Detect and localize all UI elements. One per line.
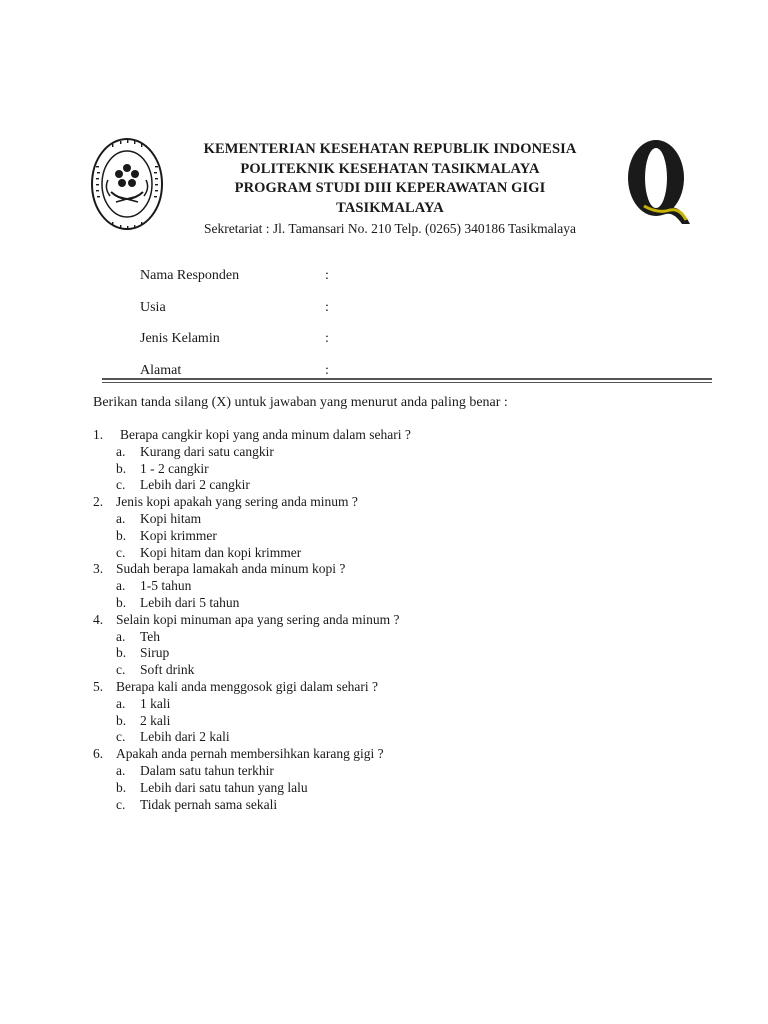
option-letter: a. (116, 762, 126, 778)
option-letter: b. (116, 712, 127, 728)
question-number: 4. (93, 611, 104, 627)
question-number: 5. (93, 678, 104, 694)
answer-option[interactable] (93, 545, 693, 562)
option-letter: a. (116, 510, 126, 526)
answer-option[interactable] (93, 461, 693, 478)
field-label: Usia (140, 299, 166, 315)
field-usia[interactable] (140, 300, 540, 332)
question-text: Selain kopi minuman apa yang sering anda minum ? (116, 611, 400, 627)
answer-option[interactable] (93, 763, 693, 780)
question-list (93, 427, 693, 813)
option-text: Kopi krimmer (140, 527, 217, 543)
field-colon: : (325, 299, 329, 315)
field-label: Alamat (140, 362, 182, 378)
option-letter: c. (116, 662, 126, 678)
option-text: Tidak pernah sama sekali (140, 796, 278, 812)
option-letter: c. (116, 477, 126, 493)
question-number: 2. (93, 494, 104, 510)
institution-name: POLITEKNIK KESEHATAN TASIKMALAYA (240, 160, 540, 177)
option-letter: b. (116, 645, 127, 661)
option-letter: b. (116, 460, 127, 476)
field-colon: : (325, 331, 329, 346)
option-letter: c. (116, 544, 126, 560)
question-item (93, 746, 693, 763)
divider-thin (102, 382, 712, 383)
field-colon: : (325, 362, 329, 378)
answer-option[interactable] (93, 780, 693, 797)
option-letter: b. (116, 527, 127, 543)
option-text: Teh (140, 628, 161, 644)
question-item (93, 427, 693, 444)
option-text: Lebih dari 5 tahun (140, 594, 240, 610)
answer-option[interactable] (93, 696, 693, 713)
option-text: 1 - 2 cangkir (140, 460, 209, 476)
question-text: Sudah berapa lamakah anda minum kopi ? (116, 561, 346, 577)
option-text: Dalam satu tahun terkhir (140, 762, 274, 778)
question-text: Berapa cangkir kopi yang anda minum dalam sehari ? (120, 427, 411, 442)
question-text: Apakah anda pernah membersihkan karang gigi ? (116, 746, 384, 762)
field-jenis-kelamin[interactable] (140, 331, 540, 363)
answer-option[interactable] (93, 578, 693, 595)
option-letter: a. (116, 443, 126, 459)
option-letter: c. (116, 729, 126, 745)
question-item (93, 612, 693, 629)
option-text: Soft drink (140, 662, 195, 678)
option-text: 1 kali (140, 695, 171, 711)
program-name: PROGRAM STUDI DIII KEPERAWATAN GIGI (234, 180, 546, 196)
option-text: 2 kali (140, 712, 171, 728)
answer-option[interactable] (93, 477, 693, 494)
option-text: Sirup (140, 645, 170, 661)
instruction-text: Berikan tanda silang (X) untuk jawaban yang menurut anda paling benar : (93, 395, 508, 410)
ministry-seal-logo (90, 136, 164, 232)
field-label: Jenis Kelamin (140, 331, 220, 346)
respondent-fields (140, 268, 540, 394)
answer-option[interactable] (93, 729, 693, 746)
question-number: 1. (93, 427, 104, 442)
question-text: Jenis kopi apakah yang sering anda minum ? (116, 494, 358, 510)
question-item (93, 494, 693, 511)
answer-option[interactable] (93, 645, 693, 662)
field-nama-responden[interactable] (140, 268, 540, 300)
field-label: Nama Responden (140, 268, 240, 283)
option-text: Lebih dari satu tahun yang lalu (140, 779, 308, 795)
option-text: Lebih dari 2 kali (140, 729, 230, 745)
field-colon: : (325, 268, 329, 283)
question-number: 3. (93, 561, 104, 577)
option-letter: a. (116, 628, 126, 644)
q-logo (622, 134, 694, 230)
answer-option[interactable] (93, 797, 693, 814)
question-text: Berapa kali anda menggosok gigi dalam sehari ? (116, 678, 379, 694)
ministry-name: KEMENTERIAN KESEHATAN REPUBLIK INDONESIA (203, 141, 577, 157)
question-item (93, 561, 693, 578)
option-text: Kopi hitam (140, 510, 202, 526)
answer-option[interactable] (93, 595, 693, 612)
option-text: Kurang dari satu cangkir (140, 443, 274, 459)
option-letter: b. (116, 594, 127, 610)
answer-option[interactable] (93, 713, 693, 730)
option-text: Lebih dari 2 cangkir (140, 477, 250, 493)
answer-option[interactable] (93, 511, 693, 528)
option-text: 1-5 tahun (140, 578, 192, 594)
letterhead (160, 140, 620, 239)
answer-option[interactable] (93, 662, 693, 679)
option-letter: a. (116, 578, 126, 594)
option-letter: c. (116, 796, 126, 812)
question-number: 6. (93, 746, 104, 762)
answer-option[interactable] (93, 629, 693, 646)
option-text: Kopi hitam dan kopi krimmer (140, 544, 302, 560)
option-letter: b. (116, 779, 127, 795)
answer-option[interactable] (93, 444, 693, 461)
answer-option[interactable] (93, 528, 693, 545)
option-letter: a. (116, 695, 126, 711)
secretariat-address: Sekretariat : Jl. Tamansari No. 210 Telp. (0265) 340186 Tasikmalaya (203, 221, 577, 236)
question-item (93, 679, 693, 696)
divider-thick (102, 378, 712, 380)
city-name: TASIKMALAYA (336, 199, 444, 216)
